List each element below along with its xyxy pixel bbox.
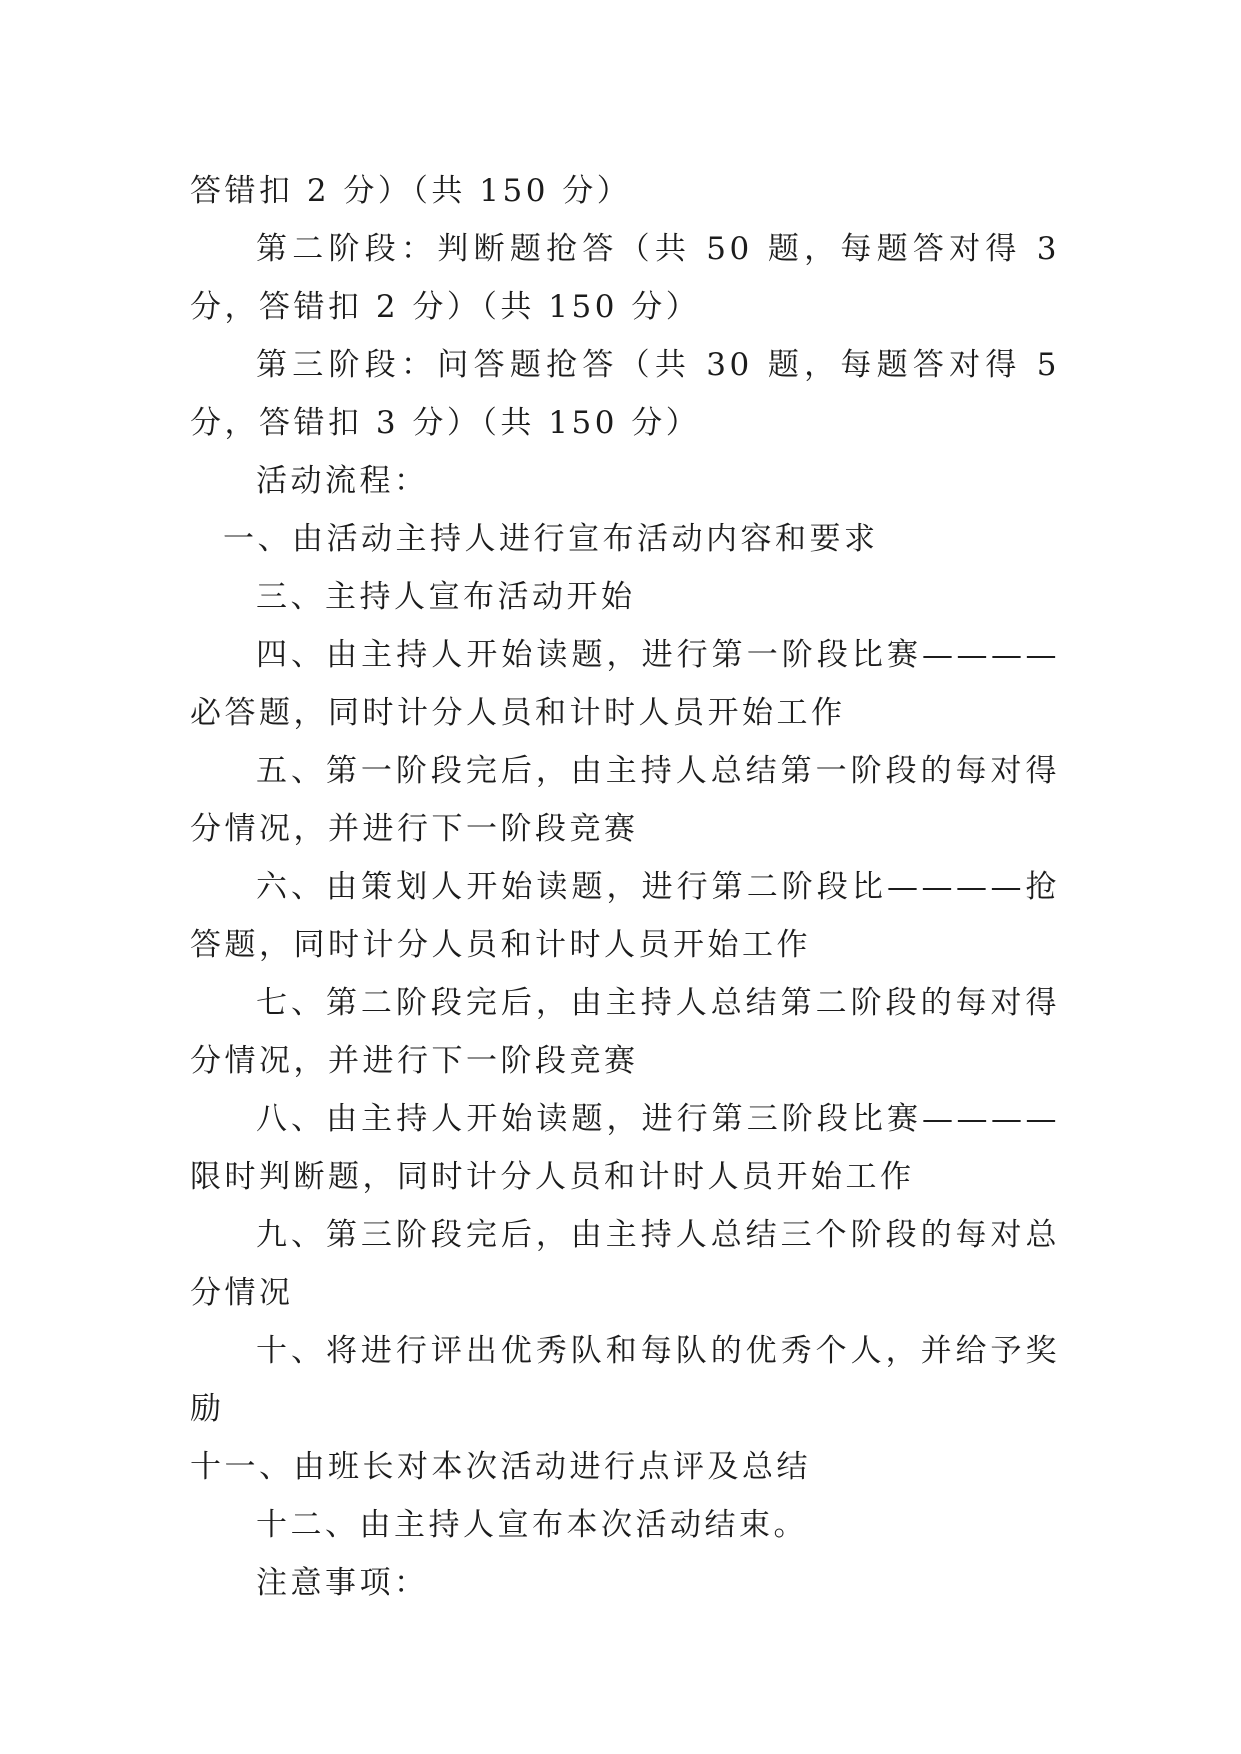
flow-step-12: 十二、由主持人宣布本次活动结束。 (256, 1507, 808, 1543)
flow-step-10: 十、将进行评出优秀队和每队的优秀个人，并给予奖励 (190, 1333, 1060, 1427)
flow-step-8: 八、由主持人开始读题，进行第三阶段比赛————限时判断题，同时计分人员和计时人员开始工作 (190, 1101, 1060, 1195)
flow-step-7: 七、第二阶段完后，由主持人总结第二阶段的每对得分情况，并进行下一阶段竞赛 (190, 985, 1060, 1079)
flow-step-3: 三、主持人宣布活动开始 (256, 579, 636, 615)
flow-step-4: 四、由主持人开始读题，进行第一阶段比赛————必答题，同时计分人员和计时人员开始工作 (190, 637, 1060, 731)
paragraph-stage-three: 第三阶段：问答题抢答（共 30 题，每题答对得 5 分，答错扣 3 分）（共 150 分） (190, 347, 1060, 441)
flow-step-6: 六、由策划人开始读题，进行第二阶段比————抢答题，同时计分人员和计时人员开始工作 (190, 869, 1060, 963)
heading-notes: 注意事项： (256, 1565, 429, 1601)
paragraph-stage-two: 第二阶段：判断题抢答（共 50 题，每题答对得 3 分，答错扣 2 分）（共 150 分） (190, 231, 1060, 325)
flow-step-9: 九、第三阶段完后，由主持人总结三个阶段的每对总分情况 (190, 1217, 1060, 1311)
paragraph-continuation: 答错扣 2 分）（共 150 分） (190, 173, 632, 209)
heading-activity-flow: 活动流程： (256, 463, 429, 499)
flow-step-5: 五、第一阶段完后，由主持人总结第一阶段的每对得分情况，并进行下一阶段竞赛 (190, 753, 1060, 847)
flow-step-11: 十一、由班长对本次活动进行点评及总结 (190, 1449, 811, 1485)
document-body (190, 162, 1060, 1612)
flow-step-1: 一、由活动主持人进行宣布活动内容和要求 (223, 521, 879, 557)
